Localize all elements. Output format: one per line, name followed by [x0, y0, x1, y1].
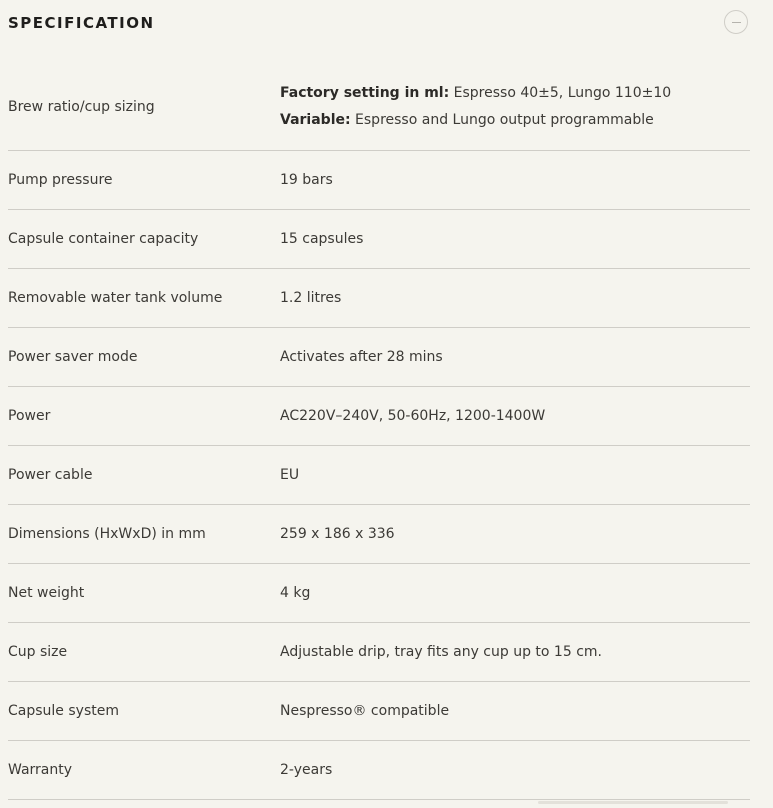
spec-value: EU [280, 466, 300, 483]
spec-value: Nespresso® compatible [280, 702, 450, 719]
spec-value: 15 capsules [280, 230, 364, 247]
spec-label: Capsule container capacity [8, 231, 199, 247]
spec-row-power-saver [8, 328, 750, 387]
spec-label: Capsule system [8, 703, 119, 719]
spec-label: Brew ratio/cup sizing [8, 99, 155, 115]
spec-label: Cup size [8, 644, 68, 660]
section-title: SPECIFICATION [8, 14, 155, 32]
spec-row-cup-size [8, 623, 750, 682]
spec-row-pump-pressure [8, 151, 750, 210]
collapse-button[interactable] [724, 10, 748, 34]
factory-setting-key: Factory setting in ml: [280, 85, 450, 101]
minus-icon [732, 22, 741, 23]
spec-value: 2-years [280, 761, 333, 778]
spec-value: Activates after 28 mins [280, 348, 443, 365]
spec-value: 19 bars [280, 171, 333, 188]
spec-value: AC220V–240V, 50-60Hz, 1200-1400W [280, 407, 546, 424]
variable-key: Variable: [280, 112, 351, 128]
spec-row-power [8, 387, 750, 446]
spec-row-power-cable [8, 446, 750, 505]
spec-label: Power [8, 408, 51, 424]
spec-value: Adjustable drip, tray fits any cup up to 15 cm. [280, 643, 602, 660]
factory-setting-value: Espresso 40±5, Lungo 110±10 [449, 85, 672, 101]
spec-value: 259 x 186 x 336 [280, 525, 395, 542]
spec-row-capsule-capacity [8, 210, 750, 269]
spec-value [280, 80, 750, 134]
spec-row-brew-ratio [8, 64, 750, 151]
variable-value: Espresso and Lungo output programmable [350, 112, 654, 128]
spec-label: Dimensions (HxWxD) in mm [8, 526, 206, 542]
spec-label: Warranty [8, 762, 73, 778]
spec-header[interactable] [8, 0, 750, 48]
spec-label: Removable water tank volume [8, 290, 223, 306]
spec-row-net-weight [8, 564, 750, 623]
spec-label: Power cable [8, 467, 93, 483]
spec-label: Net weight [8, 585, 85, 601]
spec-row-warranty [8, 741, 750, 800]
spec-table [8, 64, 750, 800]
scroll-indicator [538, 801, 728, 804]
variable-line [280, 107, 750, 134]
factory-setting-line [280, 80, 750, 107]
spec-label: Pump pressure [8, 172, 113, 188]
spec-row-water-tank [8, 269, 750, 328]
spec-value: 4 kg [280, 584, 311, 601]
spec-row-capsule-system [8, 682, 750, 741]
spec-row-dimensions [8, 505, 750, 564]
spec-value: 1.2 litres [280, 289, 342, 306]
spec-label: Power saver mode [8, 349, 138, 365]
